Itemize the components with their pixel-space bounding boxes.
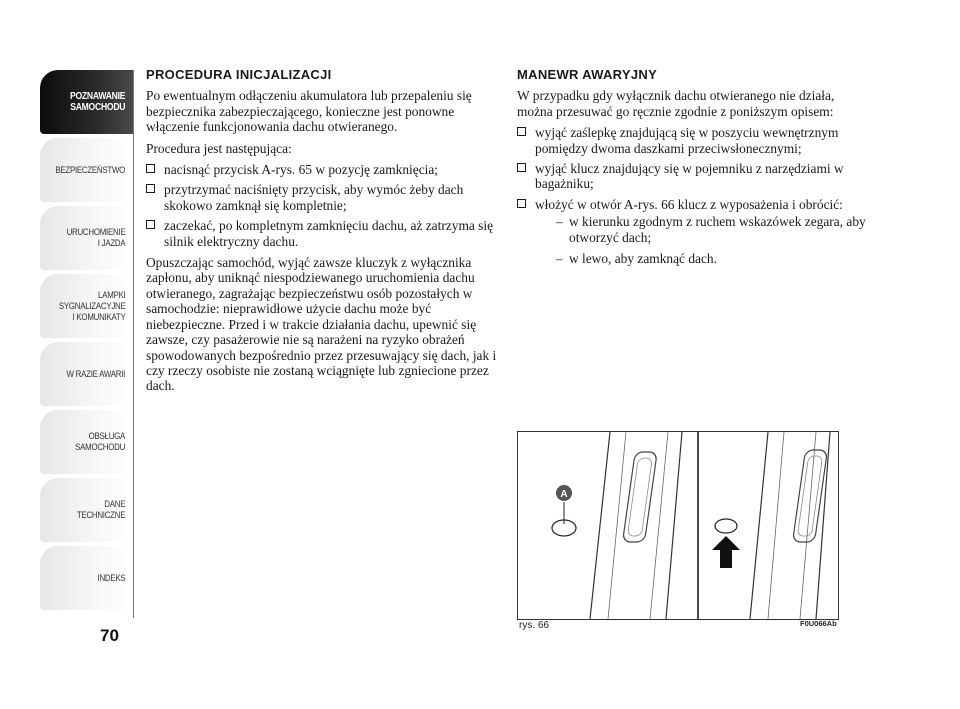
step-list [517,125,869,266]
section-heading: PROCEDURA INICJALIZACJI [146,67,332,82]
tab-label: URUCHOMIENIE I JAZDA [66,227,125,248]
tab-label: DANE TECHNICZNE [76,499,125,520]
tab-uruchomienie-i-jazda[interactable] [40,206,134,270]
tab-label: BEZPIECZEŃSTWO [55,164,125,175]
arrow-up-icon [712,536,740,568]
list-item: – w kierunku zgodnym z ruchem wskazówek zegara, aby otworzyć dach; [556,214,866,245]
right-column [517,67,869,272]
list-item: nacisnąć przycisk A-rys. 65 w pozycję zamknięcia; [146,162,498,177]
step-list [146,162,498,249]
list-item: zaczekać, po kompletnym zamknięciu dachu, aż zatrzyma się silnik elektryczny dachu. [146,218,498,249]
roof-illustration [518,432,838,619]
tab-label: OBSŁUGA SAMOCHODU [75,431,125,452]
checkbox-bullet-icon [517,127,526,136]
tab-label: POZNAWANIE SAMOCHODU [69,91,125,113]
sidebar-divider [133,70,134,618]
callout-label: A [560,489,568,500]
checkbox-bullet-icon [517,199,526,208]
list-item: włożyć w otwór A-rys. 66 klucz z wyposażenia i obrócić: – w kierunku zgodnym z ruchem wskazówek zegara, aby otworzyć dach; – w lewo, aby zamknąć dach. [517,197,869,267]
tab-bezpieczenstwo[interactable] [40,138,134,202]
paragraph: W przypadku gdy wyłącznik dachu otwieranego nie działa, można przesuwać go ręcznie zgodnie z poniższym opisem: [517,88,835,119]
paragraph: Po ewentualnym odłączeniu akumulatora lub przepaleniu się bezpiecznika zabezpieczającego, konieczne jest ponowne włączenie funkcjonowania dachu otwieranego. [146,88,472,135]
tab-poznawanie-samochodu[interactable] [40,70,134,134]
figure-roof-emergency [517,431,839,620]
warning-paragraph: Opuszczając samochód, wyjąć zawsze kluczyk z wyłącznika zapłonu, aby uniknąć niespodziewanego uruchomienia dachu otwieranego, zagrażając bezpieczeństwu osób pozostałych w samochodzie: nieprawidłowe użycie dachu może być niebezpieczne. Przed i w trakcie działania dachu, upewnić się zawsze, czy pasażerowie nie są narażeni na ryzyko obrażeń spowodowanych bezpośrednio przez przesuwający się dach, jak i czy rzeczy osobiste nie zostaną wciągnięte lub zgniecione przez dach. [146,255,497,394]
figure-caption: rys. 66 [519,620,550,631]
tab-obsluga-samochodu[interactable] [40,410,134,474]
list-item: przytrzymać naciśnięty przycisk, aby wymóc żeby dach skokowo zamknął się kompletnie; [146,182,498,213]
list-item: wyjąć klucz znajdujący się w pojemniku z narzędziami w bagażniku; [517,161,869,192]
section-heading: MANEWR AWARYJNY [517,67,658,82]
tab-dane-techniczne[interactable] [40,478,134,542]
left-column [146,67,498,400]
sub-step-list [535,214,869,266]
checkbox-bullet-icon [517,163,526,172]
list-item: – w lewo, aby zamknąć dach. [556,251,717,267]
page-number: 70 [100,626,119,645]
checkbox-bullet-icon [146,184,155,193]
figure-code: F0U066Ab [800,619,837,628]
tab-indeks[interactable] [40,546,134,610]
chapter-tabs [40,70,134,614]
list-item: wyjąć zaślepkę znajdującą się w poszyciu wewnętrznym pomiędzy dwoma daszkami przeciwsłonecznymi; [517,125,869,156]
tab-lampki-sygnalizacyjne[interactable] [40,274,134,338]
paragraph: Procedura jest następująca: [146,140,292,156]
tab-w-razie-awarii[interactable] [40,342,134,406]
tab-label: W RAZIE AWARII [66,368,125,379]
checkbox-bullet-icon [146,164,155,173]
tab-label: INDEKS [97,572,125,583]
checkbox-bullet-icon [146,220,155,229]
tab-label: LAMPKI SYGNALIZACYJNE I KOMUNIKATY [58,289,125,322]
plug-hole [715,519,737,533]
